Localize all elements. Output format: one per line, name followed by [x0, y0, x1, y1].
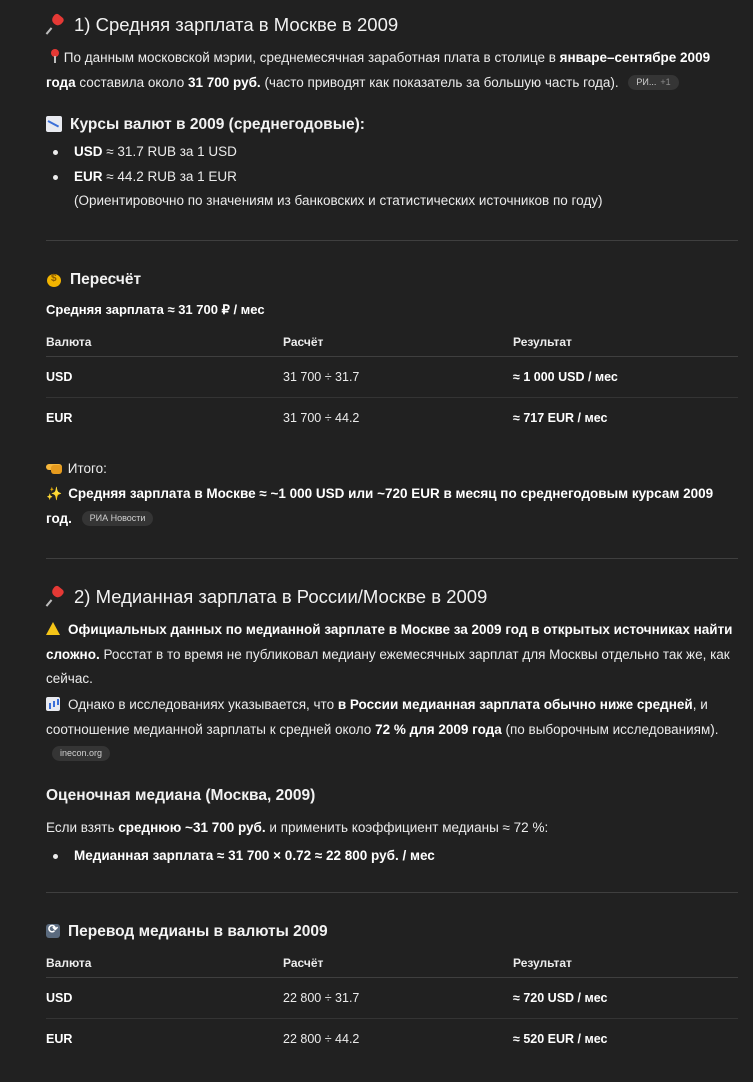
cell-currency: EUR [46, 1032, 73, 1046]
col-header-currency: Валюта [46, 328, 283, 357]
pushpin-icon [46, 586, 66, 606]
study-bold-1: в России медианная зарплата обычно ниже средней [337, 697, 693, 712]
total-label [46, 457, 738, 482]
divider [46, 240, 738, 241]
rate-item-usd [46, 140, 738, 165]
source-chip-ria[interactable] [628, 75, 678, 90]
source-chip-ria-news[interactable] [82, 511, 154, 526]
cell-calc: 22 800 ÷ 31.7 [283, 978, 513, 1019]
table-row [46, 398, 738, 439]
arrows-cycle-icon [46, 924, 60, 938]
pointing-hand-icon [46, 461, 64, 475]
rate-item-eur [46, 165, 738, 190]
intro-text-3: (часто приводят как показатель за большую часть года). [260, 74, 619, 90]
rates-note: (Ориентировочно по значениям из банковских и статистических источников по году) [74, 193, 603, 208]
divider [46, 892, 738, 893]
table-header-row [46, 328, 738, 357]
intro-bold-period: январе–сентябре 2009 года [46, 50, 711, 90]
col-header-currency: Валюта [46, 949, 283, 978]
cell-calc: 22 800 ÷ 44.2 [283, 1032, 360, 1046]
study-text-3: (по выборочным исследованиям). [501, 721, 719, 737]
rate-currency: USD [74, 144, 103, 159]
bar-chart-icon [46, 697, 60, 711]
estimate-text [46, 816, 738, 841]
section1-title [46, 14, 398, 36]
cell-calc: 31 700 ÷ 44.2 [283, 411, 360, 425]
estimate-text-2: и применить коэффициент медианы ≈ 72 %: [265, 820, 549, 835]
rate-value: ≈ 31.7 RUB за 1 USD [102, 144, 237, 159]
pushpin-icon [46, 14, 66, 34]
rate-value: ≈ 44.2 RUB за 1 EUR [102, 168, 237, 184]
estimate-bullet-text: Медианная зарплата ≈ 31 700 × 0.72 ≈ 22 800 руб. / мес [74, 848, 435, 863]
cell-calc: 31 700 ÷ 31.7 [283, 357, 513, 398]
total-label-text: Итого: [67, 461, 107, 476]
section1-intro [46, 46, 738, 95]
rates-heading-text: Курсы валют в 2009 (среднегодовые): [70, 116, 365, 133]
intro-text-1: По данным московской мэрии, среднемесячная заработная плата в столице в [63, 50, 560, 65]
cell-currency: EUR [46, 411, 73, 425]
recalc-subheading: Средняя зарплата ≈ 31 700 ₽ / мес [46, 302, 265, 317]
cell-result: ≈ 1 000 USD / мес [513, 357, 738, 398]
intro-text-2: составила около [75, 74, 188, 90]
rate-currency: EUR [74, 168, 103, 184]
section1-title-text: 1) Средняя зарплата в Москве в 2009 [74, 14, 399, 35]
table-row [46, 357, 738, 398]
col-header-calc: Расчёт [283, 328, 513, 357]
source-chip-label: РИ... [636, 76, 657, 87]
chart-decreasing-icon [46, 116, 62, 132]
convert-heading [46, 923, 328, 941]
intro-bold-amount: 31 700 руб. [187, 74, 261, 90]
recalc-heading-text: Пересчёт [70, 271, 142, 288]
estimate-text-1: Если взять [46, 820, 119, 835]
warning-text: Росстат в то время не публиковал медиану ежемесячных зарплат для Москвы отдельно так же, как сейчас. [46, 646, 730, 686]
divider [46, 558, 738, 559]
list-item [46, 844, 738, 869]
source-chip-inecon[interactable] [52, 746, 110, 761]
col-header-result: Результат [513, 949, 738, 978]
source-chip-label: РИА Новости [89, 512, 146, 523]
section2-title [46, 586, 487, 608]
estimate-heading: Оценочная медиана (Москва, 2009) [46, 787, 316, 804]
warning-bold-text: Официальных данных по медианной зарплате в Москве за 2009 год в открытых источниках найти сложно. [46, 622, 733, 662]
cell-result: ≈ 520 EUR / мес [513, 1032, 608, 1046]
total-summary [46, 482, 738, 531]
round-pushpin-icon [46, 49, 60, 63]
study-text-1: Однако в исследованиях указывается, что [68, 697, 338, 712]
estimate-bold: среднюю ~31 700 руб. [118, 820, 266, 835]
section2-title-text: 2) Медианная зарплата в России/Москве в 2009 [74, 586, 488, 607]
cell-result: ≈ 720 USD / мес [513, 978, 738, 1019]
cell-currency: USD [46, 978, 283, 1019]
source-chip-label: inecon.org [60, 748, 103, 758]
col-header-result: Результат [513, 328, 738, 357]
median-study [46, 693, 738, 767]
money-bag-icon [46, 270, 62, 287]
source-chip-count: +1 [660, 76, 671, 87]
median-warning [46, 618, 738, 692]
cell-result: ≈ 717 EUR / мес [513, 411, 608, 425]
rates-list [46, 140, 738, 189]
col-header-calc: Расчёт [283, 949, 513, 978]
convert-table [46, 949, 738, 1059]
table-row [46, 978, 738, 1019]
cell-currency: USD [46, 357, 283, 398]
table-row [46, 1019, 738, 1060]
warning-icon [46, 622, 60, 635]
study-text-2: , и соотношение медианной зарплаты к средней около [46, 697, 708, 737]
rates-heading [46, 116, 365, 134]
sparkles-icon: ✨ [46, 486, 63, 501]
convert-heading-text: Перевод медианы в валюты 2009 [68, 923, 328, 940]
table-header-row [46, 949, 738, 978]
recalc-heading [46, 270, 141, 289]
total-summary-text: Средняя зарплата в Москве ≈ ~1 000 USD или ~720 EUR в месяц по среднегодовым курсам 2009 год. [46, 486, 714, 526]
estimate-list [46, 844, 738, 869]
study-bold-2: 72 % для 2009 года [375, 721, 502, 737]
recalc-table [46, 328, 738, 438]
